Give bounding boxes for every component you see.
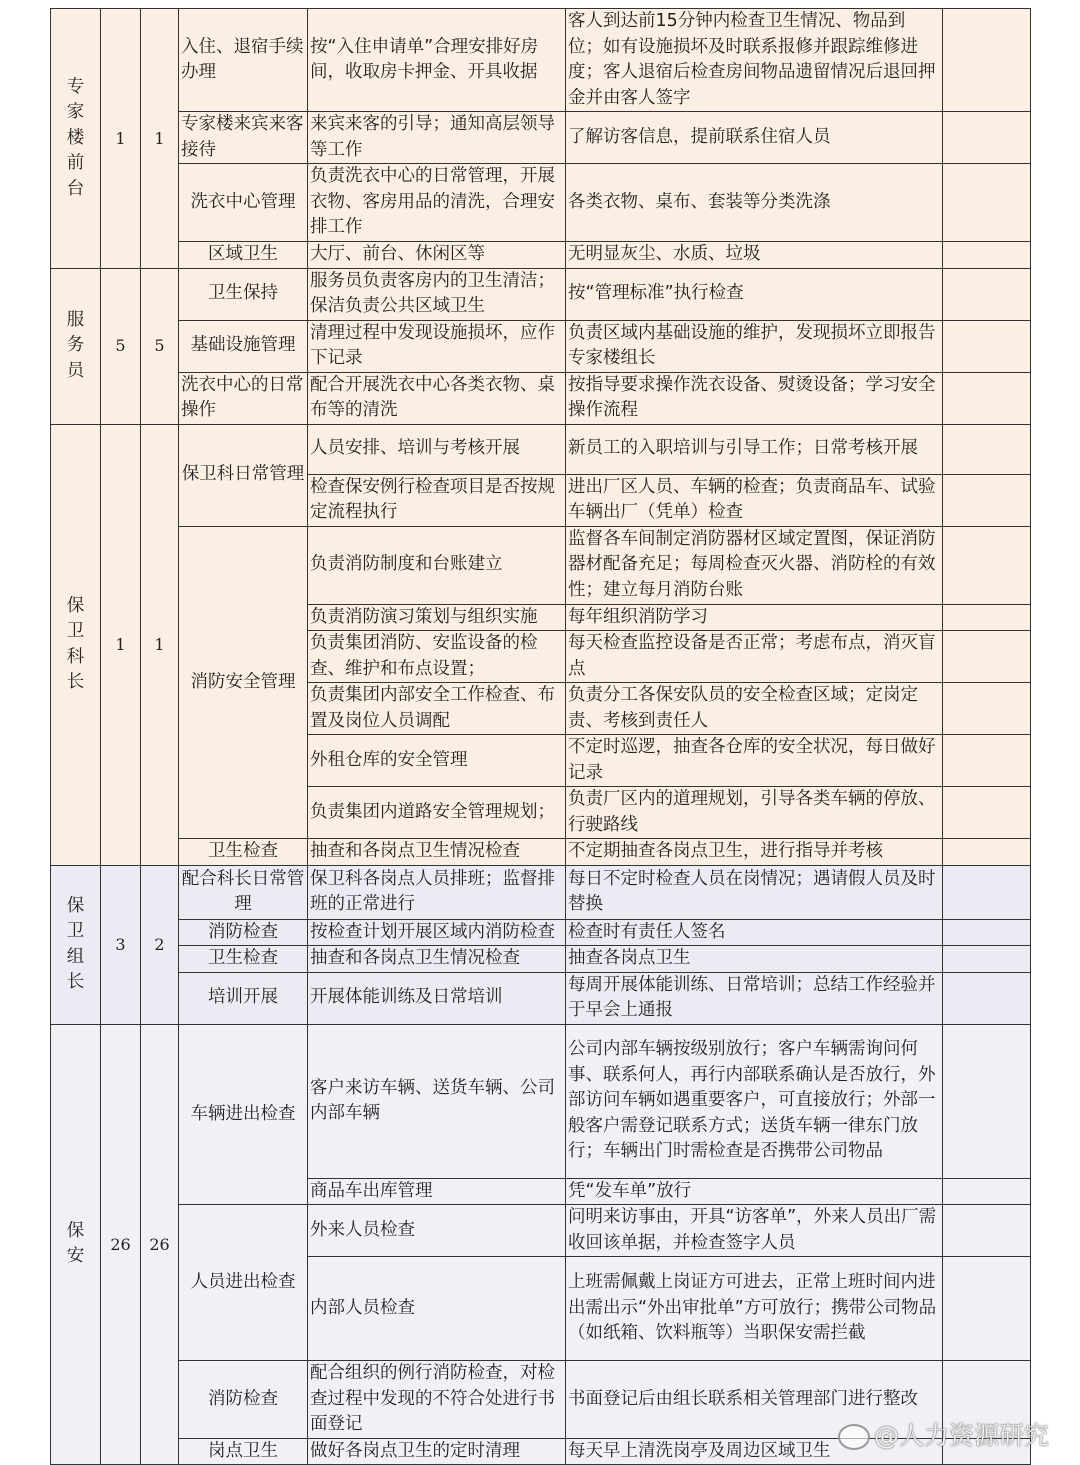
actual-count-cell: 1 — [141, 424, 179, 865]
task-content-cell: 商品车出库管理 — [308, 1178, 566, 1205]
planned-count-cell: 1 — [101, 9, 141, 269]
table-row — [51, 919, 1031, 946]
task-content-cell: 配合组织的例行消防检查，对检查过程中发现的不符合处进行书面登记 — [308, 1361, 566, 1439]
remarks-cell — [943, 972, 1031, 1024]
remarks-cell — [943, 683, 1031, 735]
standard-cell: 客人到达前15分钟内检查卫生情况、物品到位；如有设施损坏及时联系报修并跟踪维修进度；客人退宿后检查房间物品遗留情况后退回押金并由客人签字 — [566, 9, 943, 112]
duty-cell: 消防检查 — [179, 919, 308, 946]
remarks-cell — [943, 424, 1031, 474]
standard-cell: 按“管理标准”执行检查 — [566, 268, 943, 320]
actual-count-cell: 1 — [141, 9, 179, 269]
task-content-cell: 检查保安例行检查项目是否按规定流程执行 — [308, 474, 566, 526]
standard-cell: 进出厂区人员、车辆的检查；负责商品车、试验车辆出厂（凭单）检查 — [566, 474, 943, 526]
task-content-cell: 按检查计划开展区域内消防检查 — [308, 919, 566, 946]
duty-cell: 基础设施管理 — [179, 320, 308, 372]
standard-cell: 检查时有责任人签名 — [566, 919, 943, 946]
remarks-cell — [943, 735, 1031, 787]
duty-cell: 入住、退宿手续办理 — [179, 9, 308, 112]
duty-cell: 洗衣中心的日常操作 — [179, 372, 308, 424]
task-content-cell: 内部人员检查 — [308, 1257, 566, 1361]
task-content-cell: 客户来访车辆、送货车辆、公司内部车辆 — [308, 1024, 566, 1178]
duty-cell: 卫生检查 — [179, 946, 308, 973]
duty-cell: 保卫科日常管理 — [179, 424, 308, 526]
duty-cell: 卫生保持 — [179, 268, 308, 320]
planned-count-cell: 3 — [101, 865, 141, 1024]
planned-count-cell: 26 — [101, 1024, 141, 1465]
task-content-cell: 抽查和各岗点卫生情况检查 — [308, 946, 566, 973]
remarks-cell — [943, 164, 1031, 242]
task-content-cell: 负责消防演习策划与组织实施 — [308, 604, 566, 631]
planned-count-cell: 5 — [101, 268, 141, 424]
remarks-cell — [943, 320, 1031, 372]
table-row — [51, 946, 1031, 973]
task-content-cell: 负责集团内部安全工作检查、布置及岗位人员调配 — [308, 683, 566, 735]
remarks-cell — [943, 1257, 1031, 1361]
standard-cell: 书面登记后由组长联系相关管理部门进行整改 — [566, 1361, 943, 1439]
standard-cell: 每天检查监控设备是否正常；考虑布点，消灭盲点 — [566, 631, 943, 683]
actual-count-cell: 26 — [141, 1024, 179, 1465]
standard-cell: 问明来访事由，开具“访客单”，外来人员出厂需收回该单据，并检查签字人员 — [566, 1205, 943, 1257]
remarks-cell — [943, 372, 1031, 424]
duty-cell: 区域卫生 — [179, 242, 308, 269]
weibo-watermark — [838, 1416, 1049, 1452]
weibo-logo-icon — [838, 1424, 870, 1450]
post-cell: 服务员 — [51, 268, 101, 424]
standard-cell: 不定时巡逻，抽查各仓库的安全状况，每日做好记录 — [566, 735, 943, 787]
standard-cell: 每周开展体能训练、日常培训；总结工作经验并于早会上通报 — [566, 972, 943, 1024]
standard-cell: 负责区域内基础设施的维护，发现损坏立即报告专家楼组长 — [566, 320, 943, 372]
standard-cell: 按指导要求操作洗衣设备、熨烫设备；学习安全操作流程 — [566, 372, 943, 424]
duty-cell: 消防安全管理 — [179, 526, 308, 839]
remarks-cell — [943, 1178, 1031, 1205]
remarks-cell — [943, 946, 1031, 973]
task-content-cell: 服务员负责客房内的卫生清洁；保洁负责公共区域卫生 — [308, 268, 566, 320]
remarks-cell — [943, 1205, 1031, 1257]
remarks-cell — [943, 268, 1031, 320]
task-content-cell: 负责消防制度和台账建立 — [308, 526, 566, 604]
remarks-cell — [943, 242, 1031, 269]
table-row — [51, 320, 1031, 372]
task-content-cell: 按“入住申请单”合理安排好房间，收取房卡押金、开具收据 — [308, 9, 566, 112]
remarks-cell — [943, 865, 1031, 919]
standard-cell: 每日不定时检查人员在岗情况；遇请假人员及时替换 — [566, 865, 943, 919]
duty-cell: 培训开展 — [179, 972, 308, 1024]
planned-count-cell: 1 — [101, 424, 141, 865]
remarks-cell — [943, 839, 1031, 866]
table-row — [51, 526, 1031, 604]
duty-cell: 消防检查 — [179, 1361, 308, 1439]
standard-cell: 抽查各岗点卫生 — [566, 946, 943, 973]
remarks-cell — [943, 112, 1031, 164]
task-content-cell: 开展体能训练及日常培训 — [308, 972, 566, 1024]
remarks-cell — [943, 9, 1031, 112]
standard-cell: 负责分工各保安队员的安全检查区域；定岗定责、考核到责任人 — [566, 683, 943, 735]
standard-cell: 公司内部车辆按级别放行；客户车辆需询问何事、联系何人，再行内部联系确认是否放行，外部访问车辆如遇重要客户，可直接放行；外部一般客户需登记联系方式；送货车辆一律东门放行；车辆出门时需检查是否携带公司物品 — [566, 1024, 943, 1178]
table-row — [51, 972, 1031, 1024]
task-content-cell: 外租仓库的安全管理 — [308, 735, 566, 787]
remarks-cell — [943, 604, 1031, 631]
table-row — [51, 268, 1031, 320]
post-cell: 专家楼前台 — [51, 9, 101, 269]
task-content-cell: 配合开展洗衣中心各类衣物、桌布等的清洗 — [308, 372, 566, 424]
table-row — [51, 424, 1031, 474]
table-row — [51, 9, 1031, 112]
job-duties-table — [50, 8, 1031, 1465]
duty-cell: 岗点卫生 — [179, 1438, 308, 1465]
standard-cell: 不定期抽查各岗点卫生，进行指导并考核 — [566, 839, 943, 866]
remarks-cell — [943, 1024, 1031, 1178]
table-row — [51, 112, 1031, 164]
actual-count-cell: 5 — [141, 268, 179, 424]
table-row — [51, 839, 1031, 866]
remarks-cell — [943, 919, 1031, 946]
duty-cell: 人员进出检查 — [179, 1205, 308, 1361]
remarks-cell — [943, 526, 1031, 604]
task-content-cell: 负责洗衣中心的日常管理，开展衣物、客房用品的清洗，合理安排工作 — [308, 164, 566, 242]
task-content-cell: 抽查和各岗点卫生情况检查 — [308, 839, 566, 866]
task-content-cell: 负责集团消防、安监设备的检查、维护和布点设置； — [308, 631, 566, 683]
task-content-cell: 做好各岗点卫生的定时清理 — [308, 1438, 566, 1465]
task-content-cell: 来宾来客的引导；通知高层领导等工作 — [308, 112, 566, 164]
task-content-cell: 清理过程中发现设施损坏，应作下记录 — [308, 320, 566, 372]
table-row — [51, 372, 1031, 424]
watermark-text: @人力资源研究 — [874, 1421, 1050, 1450]
duty-cell: 配合科长日常管理 — [179, 865, 308, 919]
post-cell: 保卫组长 — [51, 865, 101, 1024]
duty-cell: 洗衣中心管理 — [179, 164, 308, 242]
task-content-cell: 负责集团内道路安全管理规划； — [308, 787, 566, 839]
post-cell: 保安 — [51, 1024, 101, 1465]
table-row — [51, 1205, 1031, 1257]
remarks-cell — [943, 474, 1031, 526]
duty-cell: 卫生检查 — [179, 839, 308, 866]
table-row — [51, 242, 1031, 269]
standard-cell: 负责厂区内的道理规划，引导各类车辆的停放、行驶路线 — [566, 787, 943, 839]
task-content-cell: 大厅、前台、休闲区等 — [308, 242, 566, 269]
table-row — [51, 164, 1031, 242]
remarks-cell — [943, 787, 1031, 839]
actual-count-cell: 2 — [141, 865, 179, 1024]
table-row — [51, 1024, 1031, 1178]
standard-cell: 每天早上清洗岗亭及周边区域卫生 — [566, 1438, 943, 1465]
task-content-cell: 外来人员检查 — [308, 1205, 566, 1257]
post-cell: 保卫科长 — [51, 424, 101, 865]
standard-cell: 上班需佩戴上岗证方可进去，正常上班时间内进出需出示“外出审批单”方可放行；携带公司物品（如纸箱、饮料瓶等）当职保安需拦截 — [566, 1257, 943, 1361]
duty-cell: 车辆进出检查 — [179, 1024, 308, 1205]
task-content-cell: 人员安排、培训与考核开展 — [308, 424, 566, 474]
standard-cell: 凭“发车单”放行 — [566, 1178, 943, 1205]
task-content-cell: 保卫科各岗点人员排班；监督排班的正常进行 — [308, 865, 566, 919]
remarks-cell — [943, 631, 1031, 683]
standard-cell: 了解访客信息，提前联系住宿人员 — [566, 112, 943, 164]
standard-cell: 无明显灰尘、水质、垃圾 — [566, 242, 943, 269]
standard-cell: 各类衣物、桌布、套装等分类洗涤 — [566, 164, 943, 242]
standard-cell: 新员工的入职培训与引导工作；日常考核开展 — [566, 424, 943, 474]
standard-cell: 监督各车间制定消防器材区域定置图，保证消防器材配备充足；每周检查灭火器、消防栓的有效性；建立每月消防台账 — [566, 526, 943, 604]
duty-cell: 专家楼来宾来客接待 — [179, 112, 308, 164]
table-row — [51, 865, 1031, 919]
standard-cell: 每年组织消防学习 — [566, 604, 943, 631]
